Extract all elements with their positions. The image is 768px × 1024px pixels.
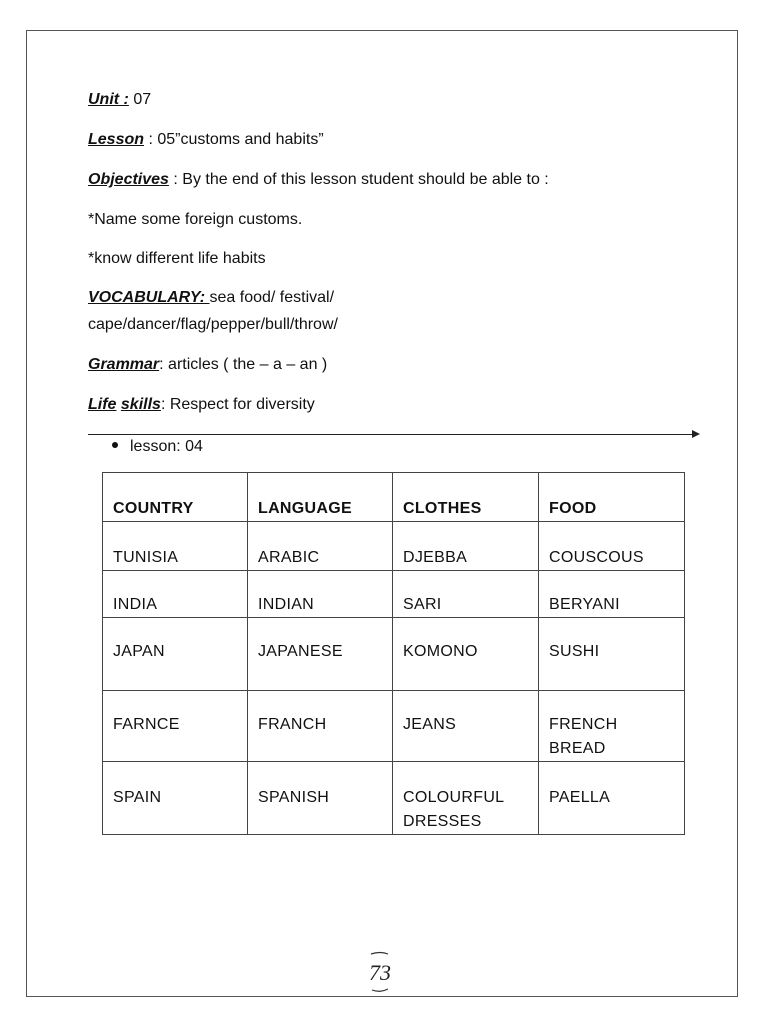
bullet-text: lesson: 04 bbox=[130, 438, 203, 455]
table-cell: SPAIN bbox=[103, 762, 248, 835]
table-cell: FARNCE bbox=[103, 691, 248, 762]
table-cell: JAPANESE bbox=[248, 618, 393, 691]
bullet-icon bbox=[112, 442, 118, 448]
grammar-line bbox=[88, 355, 327, 375]
table-cell: COLOURFUL DRESSES bbox=[393, 762, 539, 835]
table-cell: FRENCH BREAD bbox=[539, 691, 685, 762]
header-food: FOOD bbox=[539, 473, 685, 522]
arrow-head-icon bbox=[692, 430, 700, 438]
lesson-line bbox=[88, 130, 324, 150]
table-cell: KOMONO bbox=[393, 618, 539, 691]
lesson-label: Lesson bbox=[88, 131, 145, 148]
objectives-label: Objectives bbox=[88, 171, 169, 188]
vocabulary-line bbox=[88, 288, 334, 308]
table-row bbox=[103, 618, 685, 691]
page-number-text: 73 bbox=[369, 960, 391, 985]
section-divider-line bbox=[88, 434, 692, 435]
vocabulary-label: VOCABULARY: bbox=[88, 289, 210, 306]
table-cell: SARI bbox=[393, 571, 539, 618]
table-row bbox=[103, 762, 685, 835]
table-header-row bbox=[103, 473, 685, 522]
table-row bbox=[103, 691, 685, 762]
header-language: LANGUAGE bbox=[248, 473, 393, 522]
table-cell: SPANISH bbox=[248, 762, 393, 835]
table-cell: COUSCOUS bbox=[539, 522, 685, 571]
header-country: COUNTRY bbox=[103, 473, 248, 522]
table-cell: TUNISIA bbox=[103, 522, 248, 571]
table-cell: SUSHI bbox=[539, 618, 685, 691]
table-cell: BERYANI bbox=[539, 571, 685, 618]
objectives-line bbox=[88, 170, 549, 190]
table-cell: INDIAN bbox=[248, 571, 393, 618]
grammar-label: Grammar bbox=[88, 356, 160, 373]
unit-value: 07 bbox=[128, 91, 152, 108]
table-cell: FRANCH bbox=[248, 691, 393, 762]
table-cell: JAPAN bbox=[103, 618, 248, 691]
life-label: Life bbox=[88, 396, 117, 413]
table-cell: PAELLA bbox=[539, 762, 685, 835]
life-skills-value: : Respect for diversity bbox=[160, 396, 315, 413]
handwritten-page-number bbox=[360, 948, 400, 994]
objective-1: *Name some foreign customs. bbox=[88, 211, 303, 228]
vocabulary-value-2: cape/dancer/flag/pepper/bull/throw/ bbox=[88, 316, 338, 333]
grammar-value: : articles ( the – a – an ) bbox=[159, 356, 328, 373]
header-clothes: CLOTHES bbox=[393, 473, 539, 522]
vocabulary-value-1: sea food/ festival/ bbox=[209, 289, 335, 306]
life-skills-line bbox=[88, 395, 315, 415]
table-cell: INDIA bbox=[103, 571, 248, 618]
bullet-item bbox=[112, 437, 203, 457]
table-row bbox=[103, 522, 685, 571]
table-cell: JEANS bbox=[393, 691, 539, 762]
vocabulary-table bbox=[102, 472, 685, 835]
table-cell: ARABIC bbox=[248, 522, 393, 571]
skills-label: skills bbox=[120, 396, 161, 413]
table-row bbox=[103, 571, 685, 618]
table-cell: DJEBBA bbox=[393, 522, 539, 571]
objectives-value: : By the end of this lesson student should be able to : bbox=[168, 171, 549, 188]
lesson-value: : 05”customs and habits” bbox=[144, 131, 324, 148]
unit-label: Unit : bbox=[88, 91, 129, 108]
objective-2: *know different life habits bbox=[88, 250, 266, 267]
unit-line bbox=[88, 90, 151, 110]
